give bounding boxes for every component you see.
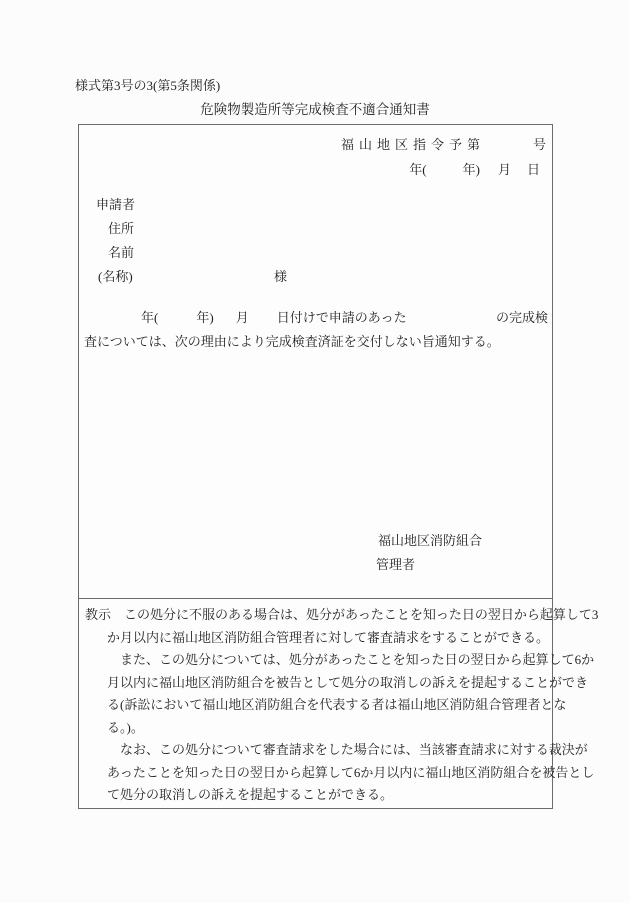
issue-number-suffix: 号 <box>532 137 546 152</box>
form-number: 様式第3号の3(第5条関係) <box>75 78 221 93</box>
kyoji-line: なお、この処分について審査請求をした場合には、当該審査請求に対する裁決が <box>120 742 588 757</box>
kyoji-line: る。)。 <box>107 719 144 735</box>
issue-number-prefix: 福山地区指令予第 <box>340 137 485 152</box>
kyoji-line: 教示 この処分に不服のある場合は、処分があったことを知った日の翌日から起算して3 <box>85 607 599 622</box>
date-year-close: 年) <box>462 162 480 177</box>
notice-section <box>79 125 552 599</box>
issue-date-line <box>409 159 540 178</box>
issue-number-line <box>341 134 546 153</box>
body-date-year-close: 年) <box>196 310 214 325</box>
signature-organization: 福山地区消防組合 <box>378 533 483 548</box>
kyoji-line: あったことを知った日の翌日から起算して6か月以内に福山地区消防組合を被告とし <box>107 764 595 780</box>
body-date-day-blank <box>249 320 277 322</box>
kyoji-line: る(訴訟において福山地区消防組合を代表する者は福山地区消防組合管理者とな <box>107 697 567 712</box>
kyoji-line: 月以内に福山地区消防組合を被告として処分の取消しの訴えを提起することができ <box>107 674 589 690</box>
date-month-blank <box>480 172 498 174</box>
applicant-address-label: 住所 <box>108 221 135 236</box>
body-date-month-blank <box>214 320 236 322</box>
body-date-month-label: 月 <box>235 310 249 325</box>
document-title: 危険物製造所等完成検査不適合通知書 <box>200 102 430 117</box>
date-year-blank <box>427 172 463 174</box>
date-month-label: 月 <box>497 162 511 177</box>
date-day-blank <box>511 172 527 174</box>
kyoji-instruction-section <box>79 599 599 808</box>
applicant-org-label: (名称) <box>98 269 133 284</box>
signature-title: 管理者 <box>376 557 416 572</box>
body-date-part <box>141 307 407 326</box>
kyoji-line: て処分の取消しの訴えを提起することができる。 <box>107 787 394 802</box>
body-text-line1 <box>141 307 548 326</box>
applicant-label: 申請者 <box>96 197 136 212</box>
body-text-line2: 査については、次の理由により完成検査済証を交付しない旨通知する。 <box>84 334 500 349</box>
date-year-open: 年( <box>409 162 427 177</box>
body-date-year-blank <box>158 320 196 322</box>
applicant-name-label: 名前 <box>108 245 135 260</box>
kyoji-line: か月以内に福山地区消防組合管理者に対して審査請求をすることができる。 <box>107 629 550 645</box>
body-date-year-open: 年( <box>141 310 159 325</box>
body-text-mid: 日付けで申請のあった <box>276 310 407 325</box>
body-text-line1-tail: の完成検 <box>495 310 548 325</box>
date-day-label: 日 <box>526 162 540 177</box>
honorific-sama: 様 <box>274 269 288 284</box>
kyoji-line: また、この処分については、処分があったことを知った日の翌日から起算して6か <box>120 652 595 667</box>
issue-number-blank <box>485 147 533 149</box>
form-box <box>78 124 599 809</box>
